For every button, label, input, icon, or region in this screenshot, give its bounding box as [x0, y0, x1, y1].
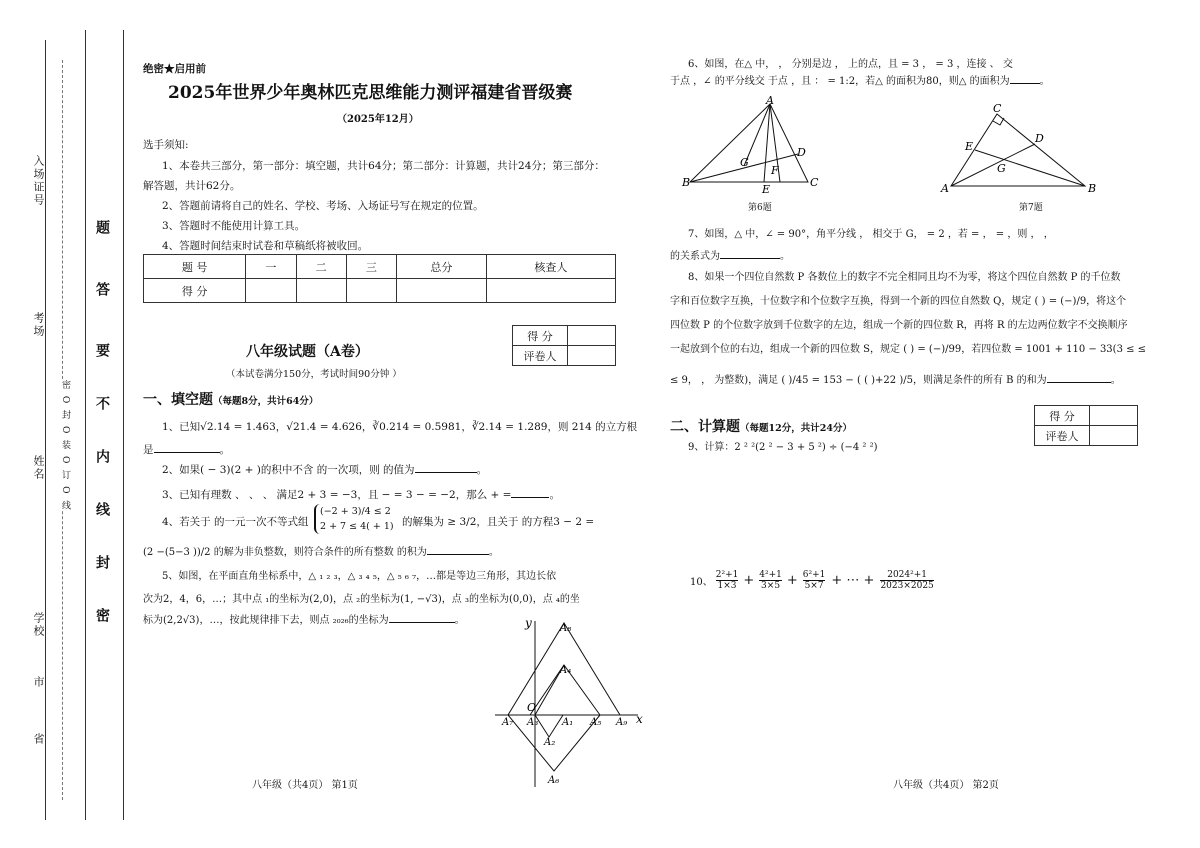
question-9: 9、计算：2 ² ²(2 ² − 3 + 5 ²) ÷ (−4 ² ²)	[688, 442, 878, 453]
warn-char-3: 线	[94, 502, 110, 518]
warn-char-4: 内	[94, 449, 110, 465]
exam-date: （2025年12月）	[337, 114, 419, 125]
question-8d: 一起放到个位的右边，组成一个新的四位数 S，规定 ( ) = (−)/99，若四位数 = 1001 + 110 − 33(3 ≤ ≤	[670, 344, 1147, 355]
label-G: G	[740, 156, 749, 169]
score-cell[interactable]	[296, 279, 346, 303]
question-6b: 于点 ，∠ 的平分线交 于点 ，且 ： = 1:2，若△ 的面积为80，则△ 的面积为 。	[670, 76, 1050, 87]
score-cell[interactable]	[246, 279, 296, 303]
answer-blank[interactable]	[720, 258, 780, 259]
label-y: y	[525, 616, 532, 630]
question-8e: ≤ 9， ， 为整数)，满足 ( )/45 = 153 − ( ( )+22 )/5，则满足条件的所有 B 的和为 。	[670, 375, 1121, 386]
score-header: 题 号	[144, 255, 246, 279]
plus-sign: +	[743, 573, 755, 588]
question-5c: 标为(2,2√3)，…，按此规律排下去，则点 ₂₀₂₆的坐标为 。	[143, 615, 465, 626]
question-8a: 8、如果一个四位自然数 P 各数位上的数字不完全相同且均不为零，将这个四位自然数 P 的千位数	[688, 272, 1121, 283]
fraction-1: 2²+1 1×3	[715, 570, 739, 591]
warn-char-1: 密	[94, 608, 110, 624]
field-school: 学校	[32, 612, 45, 638]
figure-7-caption: 第7题	[1019, 203, 1043, 213]
grader-score-cell[interactable]	[1090, 406, 1138, 426]
inequality-2-text: 2 + 7 ≤ 4( + 1)	[320, 521, 394, 532]
label-A7: A₇	[502, 717, 514, 728]
page-title: 2025年世界少年奥林匹克思维能力测评福建省晋级赛	[168, 83, 573, 103]
right-angle-mark	[993, 118, 1004, 125]
grader-box-1	[512, 325, 616, 366]
label-E: E	[762, 183, 771, 196]
q10-label: 10、	[690, 577, 713, 588]
fraction-2: 4²+1 3×5	[759, 570, 782, 591]
question-6a: 6、如图，在△ 中， ， 分别是边 ， 上的点，且 = 3 ， = 3 ，连接 、 交	[688, 59, 1013, 70]
triangle-small	[535, 715, 563, 737]
seal-line-text: 密 O 封 O 装 O 订 O 线	[60, 380, 70, 512]
grader-score-label: 得 分	[513, 326, 568, 346]
answer-blank[interactable]	[1047, 382, 1111, 383]
question-10	[690, 570, 937, 591]
score-table	[143, 254, 616, 303]
label-A8: A₈	[560, 623, 572, 634]
warn-char-8: 题	[94, 220, 110, 236]
label-E7: E	[965, 140, 974, 153]
score-header: 二	[296, 255, 346, 279]
label-B: B	[682, 176, 691, 189]
label-D7: D	[1035, 132, 1044, 145]
label-A7: A	[941, 182, 949, 195]
label-A1: A₁	[562, 717, 574, 728]
label-B7: B	[1088, 182, 1097, 195]
instruction-1: 1、本卷共三部分，第一部分：填空题，共计64分；第二部分：计算题，共计24分；第三部分：	[162, 160, 605, 172]
warn-char-6: 要	[94, 343, 110, 359]
grader-box-2	[1034, 405, 1138, 446]
figure-q6	[680, 96, 830, 198]
question-4: 4、若关于 的一元一次不等式组	[162, 516, 309, 528]
score-cell[interactable]	[397, 279, 487, 303]
part1-heading: 一、填空题（每题8分，共计64分）	[143, 392, 319, 408]
question-4b: 的解集为 ≥ 3/2，且关于 的方程3 − 2 =	[402, 516, 595, 528]
figure-q7	[935, 100, 1105, 198]
inequality-system	[314, 504, 394, 534]
figure-q5	[490, 615, 650, 790]
score-row-label: 得 分	[144, 279, 246, 303]
grader-name-label: 评卷人	[513, 346, 568, 366]
field-city: 市	[32, 676, 45, 689]
fraction-4: 2024²+1 2023×2025	[880, 570, 934, 591]
triangle-ABC	[690, 104, 808, 182]
answer-blank[interactable]	[415, 472, 477, 473]
score-header: 核查人	[486, 255, 615, 279]
label-A9: A₉	[616, 717, 628, 728]
label-A2: A₂	[544, 737, 556, 748]
exam-title: 八年级试题（A卷）	[246, 344, 369, 360]
score-header: 一	[246, 255, 296, 279]
label-x: x	[636, 712, 643, 726]
label-D: D	[797, 146, 806, 159]
question-8b: 字和百位数字互换，十位数字和个位数字互换，得到一个新的四位自然数 Q，规定 ( ) = (−)/9，将这个	[670, 296, 1127, 307]
label-A: A	[766, 96, 774, 107]
answer-blank[interactable]	[511, 497, 549, 498]
plus-sign: +	[786, 573, 798, 588]
score-header: 总分	[397, 255, 487, 279]
warn-char-5: 不	[94, 396, 110, 412]
figure-6-caption: 第6题	[748, 203, 772, 213]
label-A6: A₆	[548, 775, 560, 786]
question-7b: 的关系式为 。	[670, 251, 790, 262]
field-name: 姓名	[32, 455, 45, 481]
secret-label: 绝密★启用前	[143, 63, 206, 75]
question-7a: 7、如图，△ 中，∠ = 90°，角平分线 ， 相交于 G， = 2 ，若 = ， = ，则 ， ，	[688, 229, 1054, 240]
answer-blank[interactable]	[154, 452, 220, 453]
fraction-3: 6²+1 5×7	[802, 570, 826, 591]
margin-line-3	[123, 30, 124, 820]
label-F: F	[771, 164, 779, 177]
label-C: C	[810, 176, 819, 189]
score-cell[interactable]	[346, 279, 396, 303]
warn-char-2: 封	[94, 555, 110, 571]
label-G7: G	[997, 162, 1006, 175]
answer-blank[interactable]	[389, 622, 455, 623]
question-3: 3、已知有理数 、 、 、 满足2 + 3 = −3，且 − = 3 − = −2，那么 + = 。	[162, 489, 560, 501]
instructions-heading: 选手须知:	[143, 139, 189, 151]
grader-score-cell[interactable]	[568, 326, 616, 346]
label-A3: A₃	[527, 717, 539, 728]
grader-name-label: 评卷人	[1035, 426, 1090, 446]
part2-heading: 二、计算题（每题12分，共计24分）	[670, 419, 852, 435]
answer-blank[interactable]	[427, 554, 489, 555]
score-header: 三	[346, 255, 396, 279]
question-5b: 次为2，4，6，…；其中点 ₁的坐标为(2,0)，点 ₂的坐标为(1, −√3)，点 ₃的坐标为(0,0)，点 ₄的坐	[143, 594, 580, 605]
question-5a: 5、如图，在平面直角坐标系中，△ ₁ ₂ ₃，△ ₃ ₄ ₅，△ ₅ ₆ ₇，…都是等边三角形，其边长依	[162, 571, 557, 582]
instruction-4: 4、答题时间结束时试卷和草稿纸将被收回。	[162, 240, 369, 252]
label-C7: C	[993, 102, 1002, 115]
question-1-answer: 是 。	[143, 444, 230, 456]
question-1: 1、已知√2.14 = 1.463，√21.4 = 4.626，∛0.214 = 0.5981，∛2.14 = 1.289，则 214 的立方根	[162, 421, 638, 433]
score-cell[interactable]	[486, 279, 615, 303]
margin-line-2	[85, 30, 86, 820]
field-province: 省	[32, 733, 45, 746]
inequality-1-text: (−2 + 3)/4 ≤ 2	[320, 506, 391, 517]
warn-char-7: 答	[94, 282, 110, 298]
instruction-2: 2、答题前请将自己的姓名、学校、考场、入场证号写在规定的位置。	[162, 200, 484, 212]
grader-name-cell[interactable]	[1090, 426, 1138, 446]
ellipsis-plus: + ⋯ +	[831, 573, 875, 588]
question-4c: (2 −(5−3 ))/2 的解为非负整数，则符合条件的所有整数 的积为 。	[143, 547, 499, 558]
question-2: 2、如果( − 3)(2 + )的积中不含 的一次项，则 的值为 。	[162, 464, 488, 476]
instruction-1b: 解答题，共计62分。	[143, 180, 241, 192]
question-8c: 四位数 P 的个位数字放到千位数字的左边，组成一个新的四位数 R，再将 R 的左边两位数字不交换顺序	[670, 320, 1128, 331]
grader-name-cell[interactable]	[568, 346, 616, 366]
answer-blank[interactable]	[1010, 83, 1040, 84]
field-room: 考场	[32, 312, 45, 338]
label-A5: A₅	[590, 717, 602, 728]
instruction-3: 3、答题时不能使用计算工具。	[162, 220, 306, 232]
label-O: O	[527, 701, 537, 714]
binding-margin	[0, 0, 128, 848]
label-A4: A₄	[560, 665, 572, 676]
grader-score-label: 得 分	[1035, 406, 1090, 426]
segment-BE	[975, 150, 1085, 186]
field-ticket: 入场证号	[32, 155, 45, 207]
exam-subtitle: （本试卷满分150分，考试时间90分钟 ）	[226, 369, 402, 380]
footer-right: 八年级（共4页） 第2页	[893, 780, 999, 791]
footer-left: 八年级（共4页） 第1页	[252, 780, 358, 791]
